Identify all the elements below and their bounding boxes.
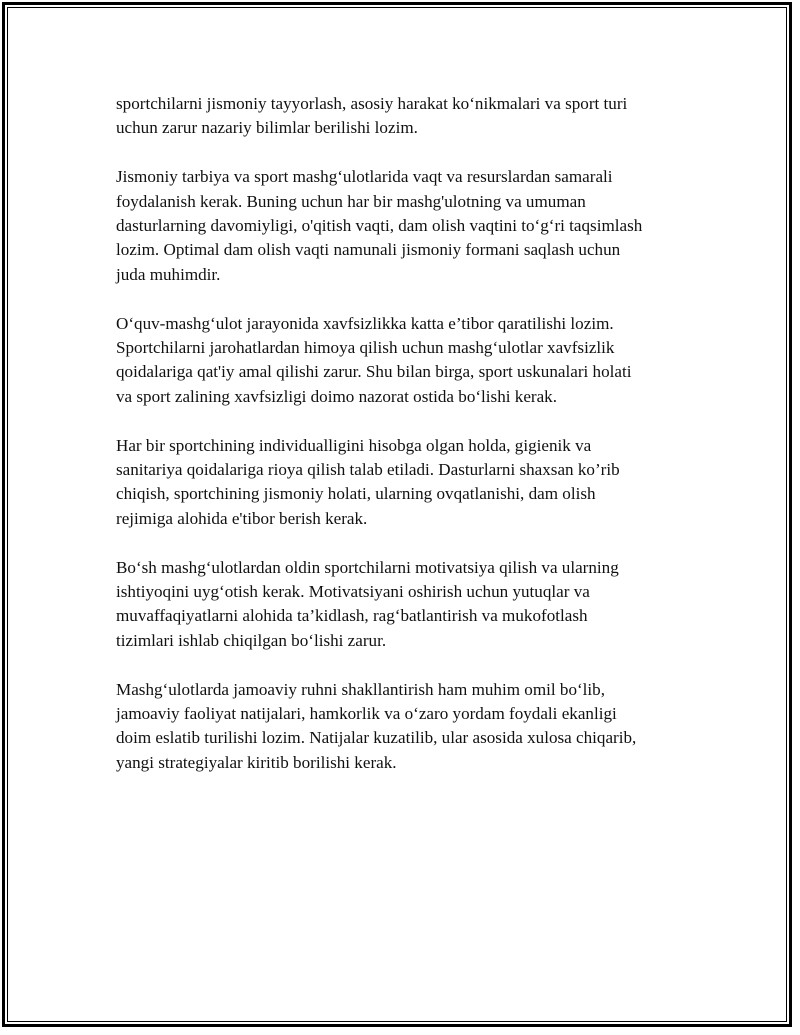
paragraph-time-resources (116, 165, 706, 287)
text-line: doim eslatib turilishi lozim. Natijalar kuzatilib, ular asosida xulosa chiqarib, (116, 728, 637, 748)
text-line: tizimlari ishlab chiqilgan bo‘lishi zarur. (116, 630, 387, 650)
text-line: O‘quv-mashg‘ulot jarayonida xavfsizlikka katta e’tibor qaratilishi lozim. (116, 313, 614, 333)
text-line: Mashg‘ulotlarda jamoaviy ruhni shakllantirish ham muhim omil bo‘lib, (116, 679, 605, 699)
text-line: Jismoniy tarbiya va sport mashg‘ulotlarida vaqt va resurslardan samarali (116, 167, 613, 187)
paragraph-intro (116, 92, 706, 141)
text-line: Sportchilarni jarohatlardan himoya qilish uchun mashg‘ulotlar xavfsizlik (116, 338, 615, 358)
text-line: qoidalariga qat'iy amal qilishi zarur. Shu bilan birga, sport uskunalari holati (116, 362, 632, 382)
text-line: lozim. Optimal dam olish vaqti namunali jismoniy formani saqlash uchun (116, 240, 621, 260)
text-line: juda muhimdir. (116, 264, 221, 284)
text-line: yangi strategiyalar kiritib borilishi kerak. (116, 752, 397, 772)
text-line: ishtiyoqini uyg‘otish kerak. Motivatsiyani oshirish uchun yutuqlar va (116, 582, 590, 602)
paragraph-safety (116, 312, 706, 410)
text-line: muvaffaqiyatlarni alohida ta’kidlash, rag‘batlantirish va mukofotlash (116, 606, 588, 626)
paragraph-team-spirit (116, 678, 706, 776)
text-line: sanitariya qoidalariga rioya qilish talab etiladi. Dasturlarni shaxsan ko’rib (116, 460, 620, 480)
text-line: Har bir sportchining individualligini hisobga olgan holda, gigienik va (116, 435, 592, 455)
paragraph-hygiene (116, 434, 706, 532)
text-line: uchun zarur nazariy bilimlar berilishi lozim. (116, 118, 418, 138)
text-line: chiqish, sportchining jismoniy holati, ularning ovqatlanishi, dam olish (116, 484, 596, 504)
text-line: va sport zalining xavfsizligi doimo nazorat ostida bo‘lishi kerak. (116, 386, 558, 406)
paragraph-motivation (116, 556, 706, 654)
text-line: jamoaviy faoliyat natijalari, hamkorlik va o‘zaro yordam foydali ekanligi (116, 704, 617, 724)
text-line: dasturlarning davomiyligi, o'qitish vaqti, dam olish vaqtini to‘g‘ri taqsimlash (116, 216, 643, 236)
text-line: foydalanish kerak. Buning uchun har bir mashg'ulotning va umuman (116, 191, 586, 211)
text-line: sportchilarni jismoniy tayyorlash, asosiy harakat ko‘nikmalari va sport turi (116, 94, 628, 113)
text-line: Bo‘sh mashg‘ulotlardan oldin sportchilarni motivatsiya qilish va ularning (116, 557, 619, 577)
text-line: rejimiga alohida e'tibor berish kerak. (116, 508, 368, 528)
document-body (116, 92, 706, 800)
